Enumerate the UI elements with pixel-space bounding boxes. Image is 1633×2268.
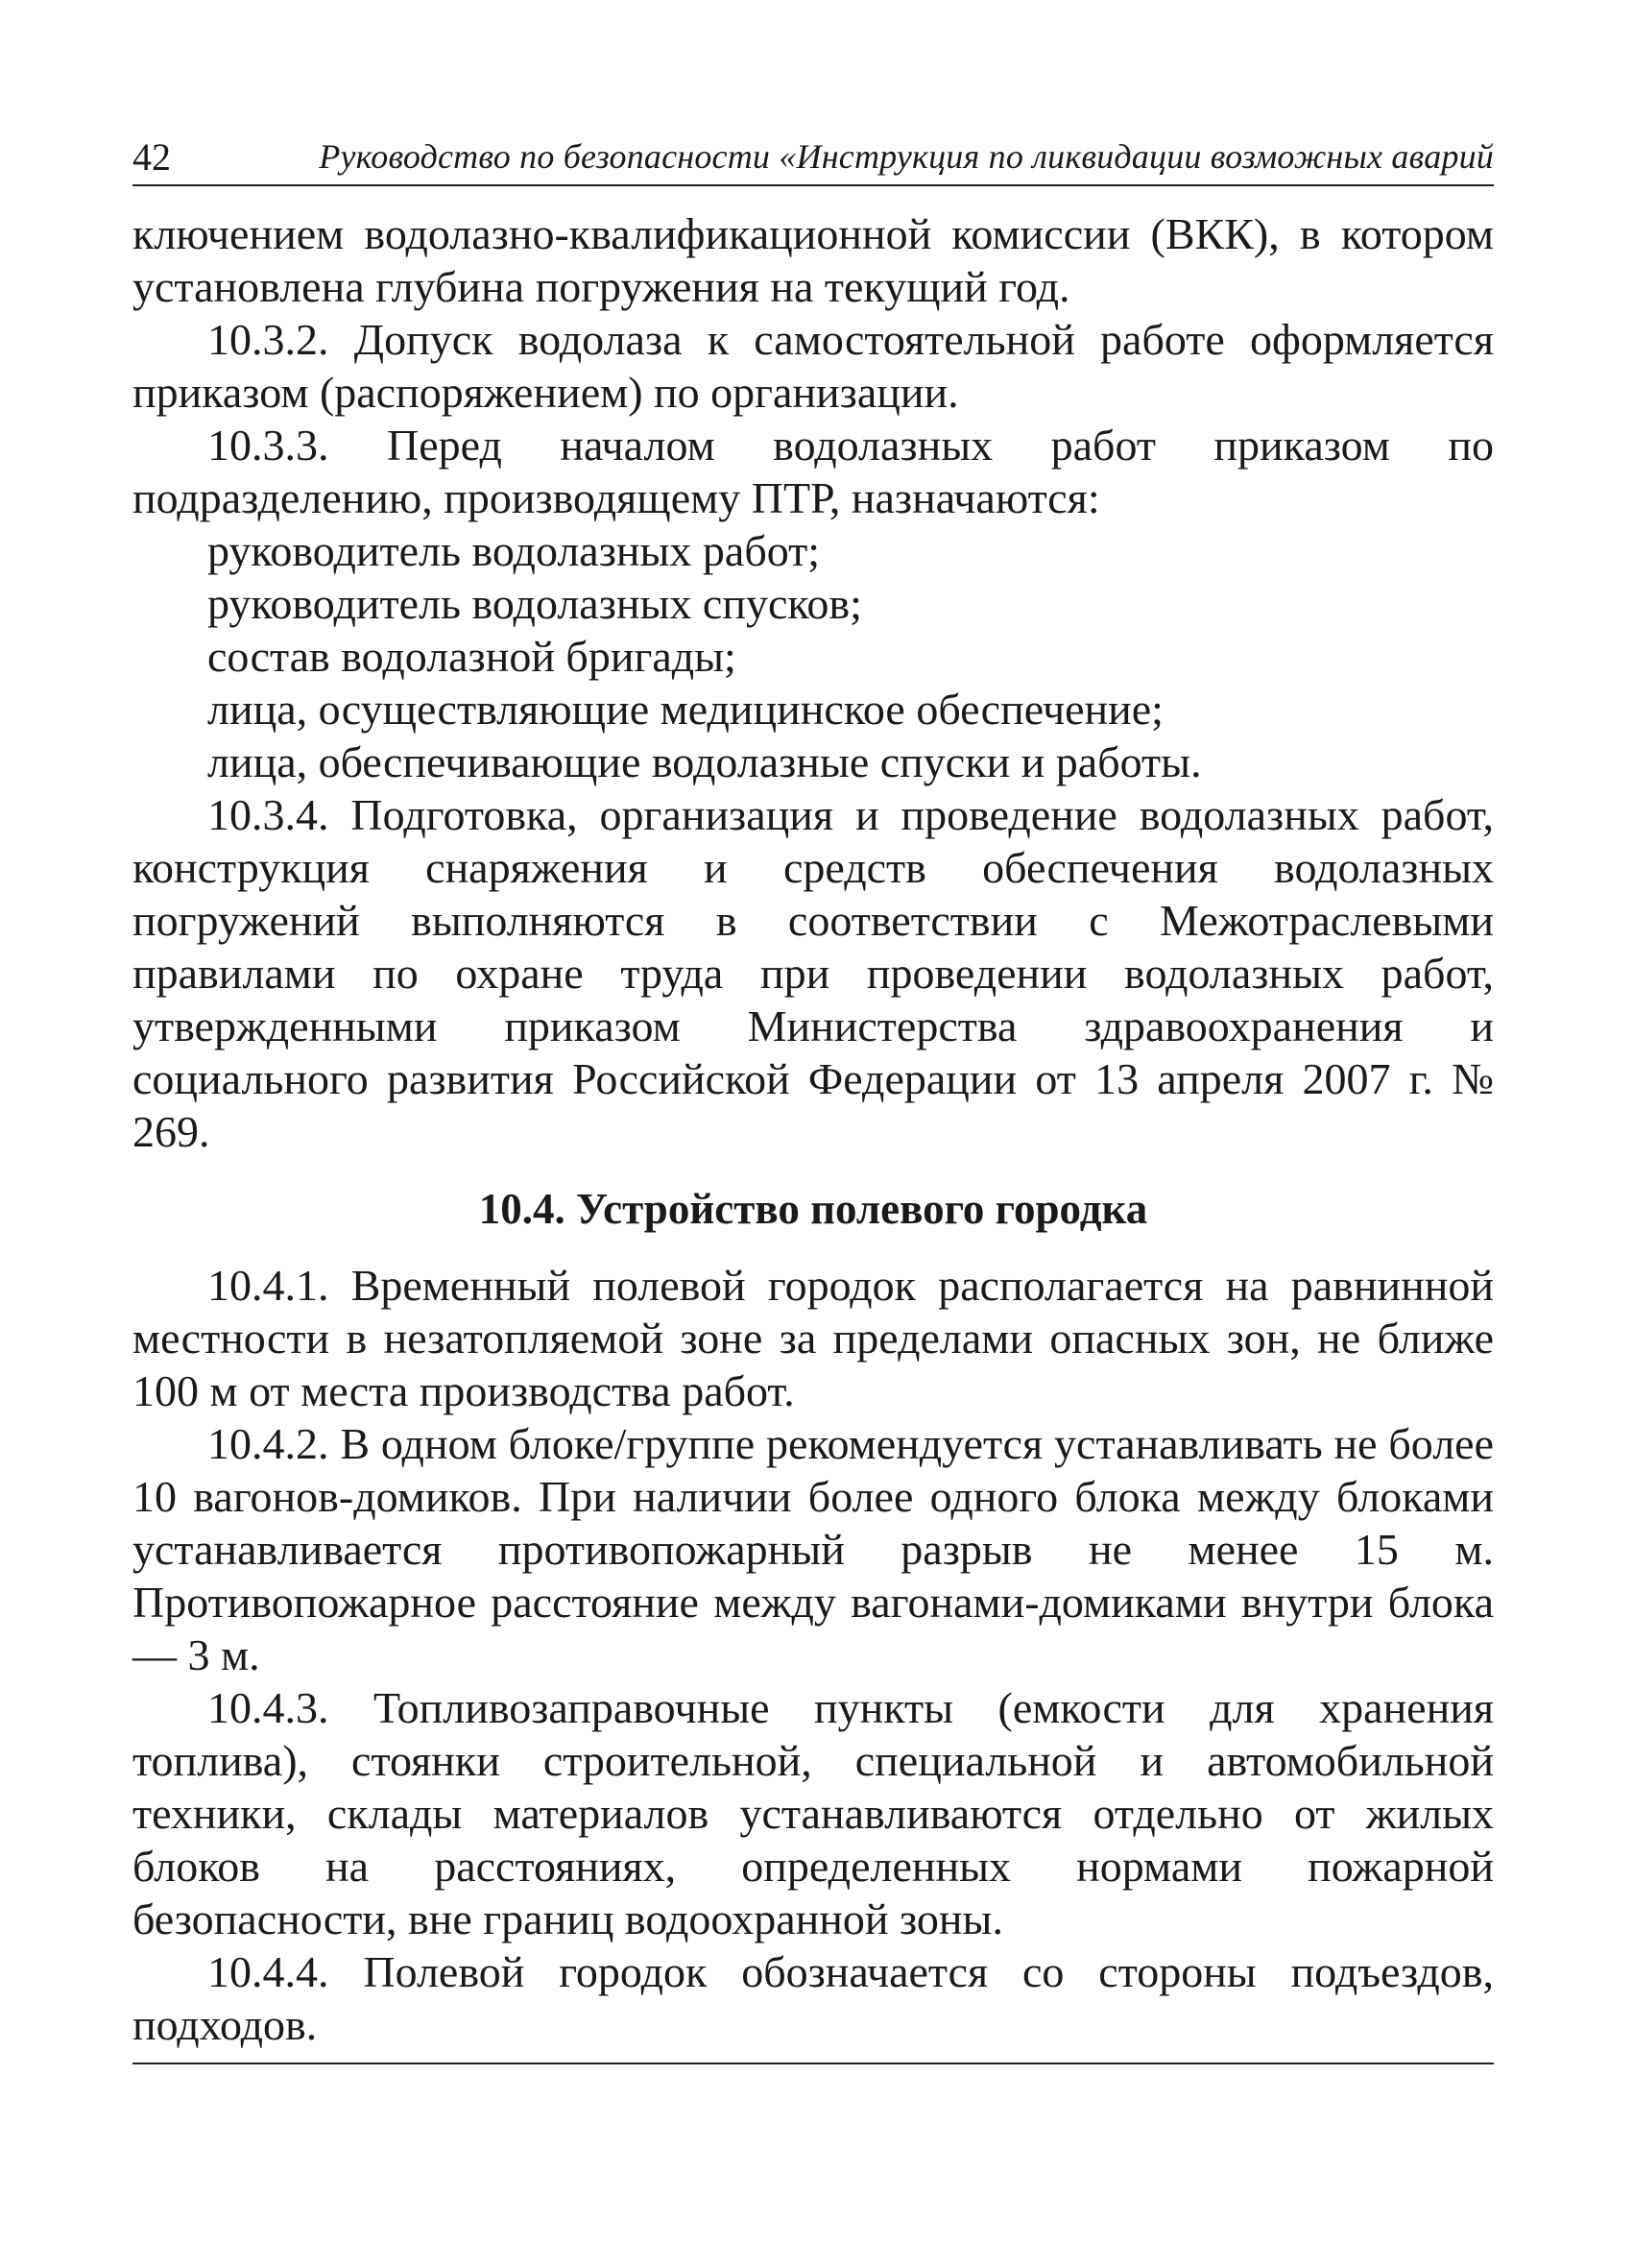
list-item: руководитель водолазных работ; [207,526,821,575]
paragraph-continuation: ключением водолазно-квалификационной комиссии (ВКК), в котором установлена глубина погружения на текущий год. [132,209,1494,311]
page-body [132,207,1494,2051]
paragraph-10-4-3: 10.4.3. Топливозаправочные пункты (емкости для хранения топлива), стоянки строительной, специальной и автомобильной техники, склады материалов устанавливаются отдельно от жилых блоков на расстояниях, определенных нормами пожарной безопасности, вне границ водоохранной зоны. [132,1683,1494,1943]
paragraph-10-3-4: 10.3.4. Подготовка, организация и проведение водолазных работ, конструкция снаряжения и средств обеспечения водолазных погружений выполняются в соответствии с Межотраслевыми правилами по охране труда при проведении водолазных работ, утвержденными приказом Министерства здравоохранения и социального развития Российской Федерации от 13 апреля 2007 г. № 269. [132,790,1494,1156]
paragraph-10-3-2: 10.3.2. Допуск водолаза к самостоятельной работе оформляется приказом (распоряжением) по организации. [132,315,1494,417]
paragraph-10-4-2: 10.4.2. В одном блоке/группе рекомендуется устанавливать не более 10 вагонов-домиков. При наличии более одного блока между блоками устанавливается противопожарный разрыв не менее 15 м. Противопожарное расстояние между вагонами-домиками внутри блока — 3 м. [132,1419,1494,1679]
list-item: состав водолазной бригады; [207,632,736,681]
page-header [132,131,1494,186]
paragraph-10-4-4: 10.4.4. Полевой городок обозначается со стороны подъездов, подходов. [132,1947,1494,2049]
footer-rule [132,2063,1494,2064]
running-title: Руководство по безопасности «Инструкция по ликвидации возможных аварий [319,137,1494,176]
paragraph-10-3-3: 10.3.3. Перед началом водолазных работ приказом по подразделению, производящему ПТР, назначаются: [132,421,1494,522]
list-item: лица, обеспечивающие водолазные спуски и работы. [207,737,1202,786]
page-number: 42 [132,135,171,179]
section-heading: 10.4. Устройство полевого городка [478,1185,1148,1233]
list-item: лица, осуществляющие медицинское обеспечение; [207,685,1164,734]
paragraph-10-4-1: 10.4.1. Временный полевой городок располагается на равнинной местности в незатопляемой зоне за пределами опасных зон, не ближе 100 м от места производства работ. [132,1261,1494,1415]
list-item: руководитель водолазных спусков; [207,579,862,628]
